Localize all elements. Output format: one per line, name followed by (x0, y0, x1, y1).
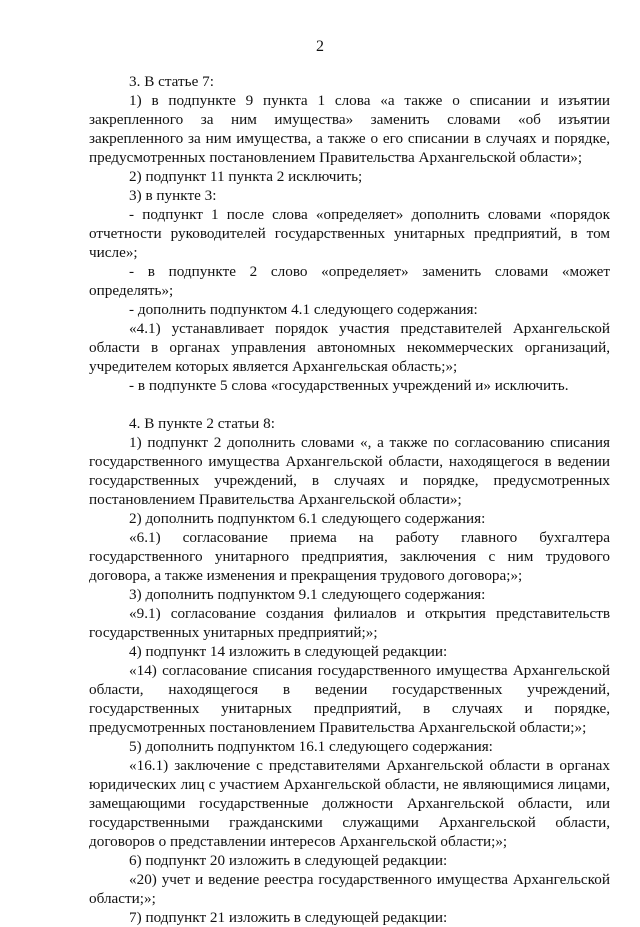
paragraph-item: «4.1) устанавливает порядок участия представителей Архангельской области в органах управления автономных некоммерческих организаций, учредителем которых является Архангельская область;»; (89, 320, 610, 375)
paragraph-item: - в подпункте 5 слова «государственных учреждений и» исключить. (129, 377, 569, 394)
paragraph-item: 5) дополнить подпунктом 16.1 следующего содержания: (129, 738, 493, 755)
paragraph-item: 3) дополнить подпунктом 9.1 следующего содержания: (129, 586, 486, 603)
section-heading-article-7: 3. В статье 7: (129, 73, 214, 90)
paragraph-item: 2) подпункт 11 пункта 2 исключить; (129, 168, 363, 185)
paragraph-item: «14) согласование списания государственного имущества Архангельской области, находящегося в ведении государственных учреждений, государственных унитарных предприятий, в случаях и порядке, предусмотренных постановлением Правительства Архангельской области;»; (89, 662, 610, 736)
paragraph-item: «6.1) согласование приема на работу главного бухгалтера государственного унитарного предприятия, заключения с ним трудового договора, а также изменения и прекращения трудового договора;»; (89, 529, 610, 584)
paragraph-item: - подпункт 1 после слова «определяет» дополнить словами «порядок отчетности руководителей государственных унитарных предприятий, в том числе»; (89, 206, 610, 261)
paragraph-item: 1) в подпункте 9 пункта 1 слова «а также о списании и изъятии закрепленного за ним имущества» заменить словами «об изъятии закрепленного за ним имущества, а также о его списании в случаях и порядке, предусмотренных постановлением Правительства Архангельской области»; (89, 92, 610, 166)
paragraph-item: - в подпункте 2 слово «определяет» заменить словами «может определять»; (89, 263, 610, 299)
paragraph-item: 4) подпункт 14 изложить в следующей редакции: (129, 643, 448, 660)
paragraph-item: «9.1) согласование создания филиалов и открытия представительств государственных унитарных предприятий;»; (89, 605, 610, 641)
document-body (89, 72, 610, 927)
section-heading-article-8: 4. В пункте 2 статьи 8: (129, 415, 275, 432)
paragraph-item: 3) в пункте 3: (129, 187, 217, 204)
paragraph-item: 1) подпункт 2 дополнить словами «, а также по согласованию списания государственного имущества Архангельской области, находящегося в ведении государственных учреждений, в случаях и порядке, предусмотренных постановлением Правительства Архангельской области»; (89, 434, 610, 508)
paragraph-item: 6) подпункт 20 изложить в следующей редакции: (129, 852, 448, 869)
paragraph-item: - дополнить подпунктом 4.1 следующего содержания: (129, 301, 478, 318)
paragraph-item: «20) учет и ведение реестра государственного имущества Архангельской области;»; (89, 871, 610, 907)
paragraph-item: 2) дополнить подпунктом 6.1 следующего содержания: (129, 510, 486, 527)
paragraph-spacer (89, 395, 610, 414)
paragraph-item: «16.1) заключение с представителями Архангельской области в органах юридических лиц с участием Архангельской области, не являющимися лицами, замещающими государственные должности Архангельской области, или государственными гражданскими служащими Архангельской области, договоров о представлении интересов Архангельской области;»; (89, 757, 610, 850)
paragraph-item: 7) подпункт 21 изложить в следующей редакции: (129, 909, 448, 926)
page-number: 2 (316, 38, 324, 55)
